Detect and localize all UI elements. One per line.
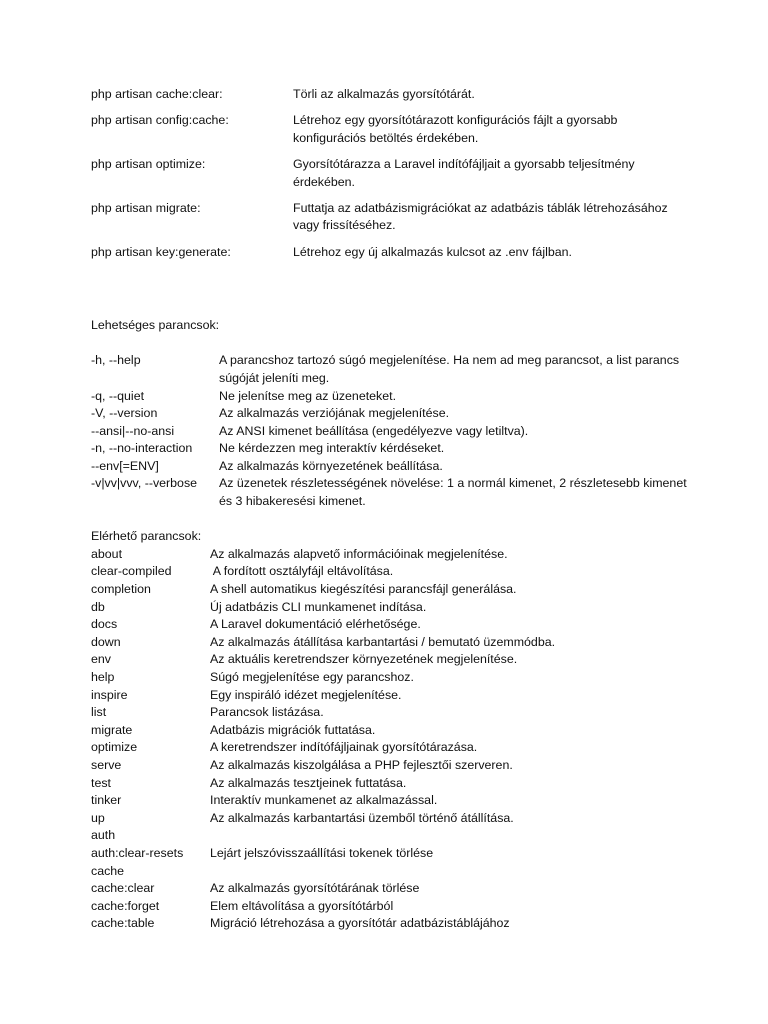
available-command-description: Interaktív munkamenet az alkalmazással. — [210, 793, 438, 808]
available-command-name: db — [91, 599, 105, 614]
artisan-command-row — [91, 86, 691, 104]
option-flag: -h, --help — [91, 353, 141, 368]
artisan-command-name: php artisan config:cache: — [91, 113, 229, 128]
available-command-name: clear-compiled — [91, 564, 172, 579]
option-description: Az alkalmazás környezetének beállítása. — [219, 458, 443, 473]
available-command-row — [91, 616, 691, 634]
available-command-row — [91, 722, 691, 740]
artisan-command-description: Futtatja az adatbázismigrációkat az adatbázis táblák létrehozásához vagy frissítéséhez. — [293, 200, 668, 233]
option-row — [91, 405, 691, 423]
document-page — [91, 86, 691, 933]
option-row — [91, 440, 691, 458]
artisan-command-description: Törli az alkalmazás gyorsítótárát. — [293, 87, 475, 101]
available-command-row — [91, 739, 691, 757]
available-command-description — [210, 863, 691, 881]
available-command-description: Az alkalmazás kiszolgálása a PHP fejlesztői szerveren. — [210, 757, 513, 772]
available-command-row — [91, 634, 691, 652]
option-flag: --ansi|--no-ansi — [91, 423, 175, 438]
available-command-name: down — [91, 634, 121, 649]
available-command-name: tinker — [91, 793, 122, 808]
artisan-command-row — [91, 112, 691, 147]
available-command-description — [210, 827, 691, 845]
available-command-name: cache:forget — [91, 898, 160, 913]
option-flag: -q, --quiet — [91, 388, 145, 403]
available-command-name: serve — [91, 757, 122, 772]
artisan-command-list — [91, 86, 691, 261]
option-row — [91, 388, 691, 406]
option-description: Az ANSI kimenet beállítása (engedélyezve vagy letiltva). — [219, 423, 529, 438]
available-command-row — [91, 581, 691, 599]
option-description: Ne jelenítse meg az üzeneteket. — [219, 388, 397, 403]
available-command-description: Súgó megjelenítése egy parancshoz. — [210, 670, 414, 684]
artisan-command-name: php artisan optimize: — [91, 156, 206, 171]
option-description: Az alkalmazás verziójának megjelenítése. — [219, 406, 450, 421]
available-command-name: completion — [91, 582, 151, 597]
available-command-name: cache — [91, 863, 125, 878]
artisan-command-name: php artisan migrate: — [91, 200, 201, 215]
available-command-description: Az aktuális keretrendszer környezetének megjelenítése. — [210, 652, 518, 667]
available-command-description: Egy inspiráló idézet megjelenítése. — [210, 687, 402, 702]
available-command-name: docs — [91, 617, 118, 632]
option-flag: -n, --no-interaction — [91, 441, 193, 456]
options-list — [91, 352, 691, 510]
available-command-description: Az alkalmazás gyorsítótárának törlése — [210, 881, 420, 896]
available-command-row — [91, 669, 691, 687]
available-command-description: Az alkalmazás átállítása karbantartási / bemutató üzemmódba. — [210, 634, 556, 649]
artisan-command-row — [91, 156, 691, 191]
available-command-description: Migráció létrehozása a gyorsítótár adatbázistáblájához — [210, 916, 510, 931]
artisan-command-description: Létrehoz egy új alkalmazás kulcsot az .env fájlban. — [293, 244, 572, 259]
available-command-description: Az alkalmazás alapvető információinak megjelenítése. — [210, 546, 508, 561]
available-command-row — [91, 898, 691, 916]
available-command-row — [91, 599, 691, 617]
available-command-row — [91, 863, 691, 881]
available-command-row — [91, 546, 691, 564]
artisan-command-name: php artisan key:generate: — [91, 244, 231, 259]
available-command-row — [91, 810, 691, 828]
available-command-row — [91, 775, 691, 793]
available-command-name: migrate — [91, 722, 133, 737]
available-command-description: Új adatbázis CLI munkamenet indítása. — [210, 599, 427, 614]
available-command-description: Elem eltávolítása a gyorsítótárból — [210, 898, 394, 913]
available-command-row — [91, 845, 691, 863]
available-command-description: A shell automatikus kiegészítési parancsfájl generálása. — [210, 582, 517, 597]
available-command-name: auth — [91, 828, 116, 843]
option-description: A parancshoz tartozó súgó megjelenítése. Ha nem ad meg parancsot, a list parancs súgóját jeleníti meg. — [219, 353, 680, 385]
available-command-row — [91, 880, 691, 898]
artisan-command-row — [91, 200, 691, 235]
available-command-name: inspire — [91, 687, 128, 702]
available-command-name: auth:clear-resets — [91, 845, 184, 860]
option-flag: --env[=ENV] — [91, 458, 159, 473]
available-command-row — [91, 757, 691, 775]
available-command-description: A keretrendszer indítófájljainak gyorsítótárazása. — [210, 740, 478, 755]
available-command-name: list — [91, 705, 107, 720]
available-commands-heading: Elérhető parancsok: — [91, 529, 202, 544]
available-commands-list — [91, 546, 691, 933]
available-command-row — [91, 827, 691, 845]
option-description: Az üzenetek részletességének növelése: 1 a normál kimenet, 2 részletesebb kimenet és 3 hibakeresési kimenet. — [219, 476, 687, 509]
available-command-row — [91, 704, 691, 722]
available-command-row — [91, 651, 691, 669]
available-command-name: optimize — [91, 740, 138, 755]
available-command-name: cache:clear — [91, 881, 155, 896]
available-command-description: Az alkalmazás tesztjeinek futtatása. — [210, 775, 407, 790]
available-command-row — [91, 687, 691, 705]
available-command-name: help — [91, 670, 115, 684]
available-command-description: A fordított osztályfájl eltávolítása. — [210, 564, 394, 579]
artisan-command-row — [91, 244, 691, 262]
artisan-command-name: php artisan cache:clear: — [91, 87, 223, 101]
available-command-description: Parancsok listázása. — [210, 705, 324, 720]
option-row — [91, 352, 691, 387]
option-description: Ne kérdezzen meg interaktív kérdéseket. — [219, 441, 445, 456]
available-command-description: Lejárt jelszóvisszaállítási tokenek törlése — [210, 845, 434, 860]
available-command-row — [91, 915, 691, 933]
option-row — [91, 475, 691, 510]
available-command-row — [91, 792, 691, 810]
option-flag: -v|vv|vvv, --verbose — [91, 476, 198, 491]
available-command-name: env — [91, 652, 111, 667]
available-command-name: test — [91, 775, 111, 790]
available-command-description: Az alkalmazás karbantartási üzemből történő átállítása. — [210, 810, 514, 825]
artisan-command-description: Gyorsítótárazza a Laravel indítófájljait a gyorsabb teljesítmény érdekében. — [293, 156, 635, 189]
option-flag: -V, --version — [91, 406, 158, 421]
available-command-row — [91, 563, 691, 581]
option-row — [91, 423, 691, 441]
available-command-description: Adatbázis migrációk futtatása. — [210, 722, 376, 737]
available-command-name: cache:table — [91, 916, 155, 931]
available-command-description: A Laravel dokumentáció elérhetősége. — [210, 617, 421, 632]
available-command-name: up — [91, 810, 105, 825]
available-command-name: about — [91, 546, 123, 561]
option-row — [91, 458, 691, 476]
options-heading: Lehetséges parancsok: — [91, 318, 220, 333]
artisan-command-description: Létrehoz egy gyorsítótárazott konfigurációs fájlt a gyorsabb konfigurációs betöltés érdekében. — [293, 113, 618, 145]
